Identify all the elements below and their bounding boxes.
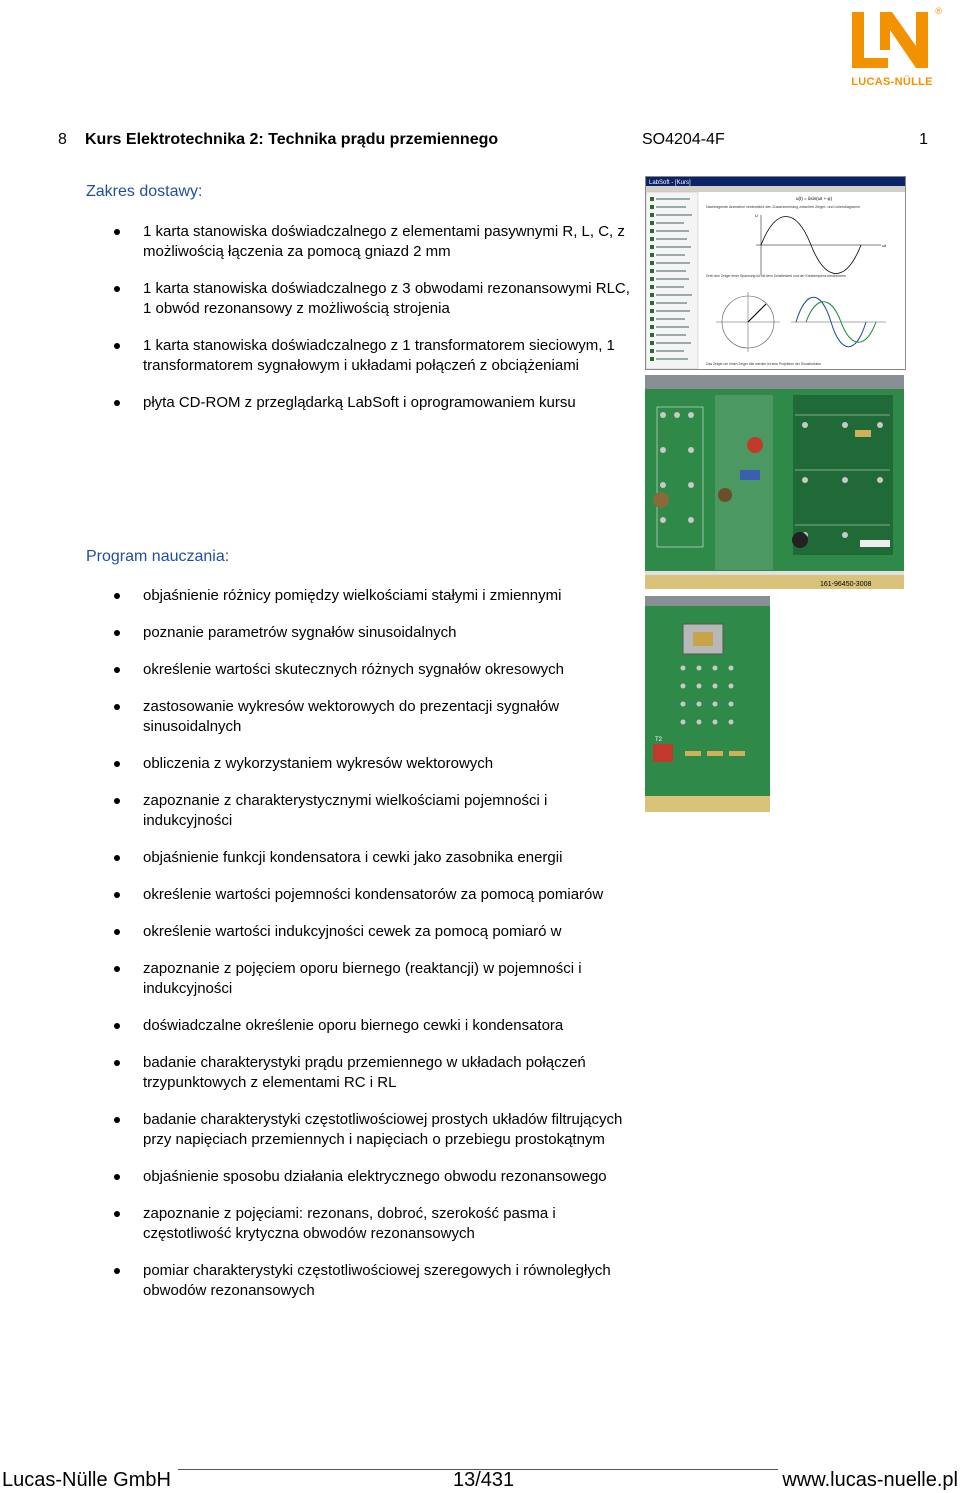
axis-x-label: ωt bbox=[882, 243, 887, 248]
product-header bbox=[58, 131, 928, 153]
scope-list bbox=[114, 222, 634, 430]
curriculum-heading: Program nauczania: bbox=[86, 548, 230, 565]
scope-heading: Zakres dostawy: bbox=[86, 183, 203, 200]
lucas-nuelle-logo bbox=[846, 6, 942, 92]
list-item: zapoznanie z charakterystycznymi wielkościami pojemności i indukcyjności bbox=[114, 791, 634, 831]
list-item: badanie charakterystyki częstotliwościowej prostych układów filtrujących przy napięciach przemiennych i napięciach o przebiegu prostokątnym bbox=[114, 1110, 634, 1150]
registered-mark: ® bbox=[935, 6, 942, 16]
list-item: zastosowanie wykresów wektorowych do prezentacji sygnałów sinusoidalnych bbox=[114, 697, 634, 737]
list-item: zapoznanie z pojęciami: rezonans, dobroć, szerokość pasma i częstotliwość krytyczna obwodów rezonansowych bbox=[114, 1204, 634, 1244]
transformer-board-photo bbox=[645, 596, 770, 812]
list-item: określenie wartości pojemności kondensatorów za pomocą pomiarów bbox=[114, 885, 634, 905]
logo-ln-mark bbox=[846, 6, 938, 76]
caption-bottom: Das Zeiger um einen Zeiger bild werden ist eine Projektion der Sinusfunktion bbox=[706, 362, 822, 366]
caption-top: Nachfolgende Animation verdeutlicht den Zusammenhang zwischen Zeiger- und Liniendiagramm bbox=[706, 205, 861, 209]
board-part-number: 161-96450-3008 bbox=[820, 581, 872, 588]
rlc-board-graphic bbox=[645, 375, 904, 589]
list-item: objaśnienie sposobu działania elektrycznego obwodu rezonansowego bbox=[114, 1167, 634, 1187]
list-item: objaśnienie różnicy pomiędzy wielkościami stałymi i zmiennymi bbox=[114, 586, 634, 606]
footer-company: Lucas-Nülle GmbH bbox=[2, 1469, 171, 1491]
axis-y-label: U bbox=[755, 213, 758, 218]
footer-page-number: 13/431 bbox=[453, 1469, 515, 1491]
list-item: badanie charakterystyki prądu przemiennego w układach połączeń trzypunktowych z elementami RC i RL bbox=[114, 1053, 634, 1093]
list-item: doświadczalne określenie oporu biernego cewki i kondensatora bbox=[114, 1016, 634, 1036]
list-item: pomiar charakterystyki częstotliwościowej szeregowych i równoległych obwodów rezonansowych bbox=[114, 1261, 634, 1301]
transformer-board-graphic bbox=[645, 596, 770, 812]
list-item: 1 karta stanowiska doświadczalnego z 3 obwodami rezonansowymi RLC, 1 obwód rezonansowy z możliwością strojenia bbox=[114, 279, 634, 319]
labsoft-screenshot bbox=[645, 176, 906, 370]
logo-wordmark: LUCAS-NÜLLE bbox=[851, 76, 933, 88]
list-item: określenie wartości indukcyjności cewek za pomocą pomiaró w bbox=[114, 922, 634, 942]
list-item: 1 karta stanowiska doświadczalnego z 1 transformatorem sieciowym, 1 transformatorem sygnałowym i układami połączeń z obciążeniami bbox=[114, 336, 634, 376]
window-title: LabSoft - [Kurs] bbox=[649, 180, 691, 186]
list-item: objaśnienie funkcji kondensatora i cewki jako zasobnika energii bbox=[114, 848, 634, 868]
plot-label: u(t) = ûsin(ωt + φ) bbox=[796, 196, 832, 201]
list-item: zapoznanie z pojęciem oporu biernego (reaktancji) w pojemności i indukcyjności bbox=[114, 959, 634, 999]
footer-website-link[interactable]: www.lucas-nuelle.pl bbox=[782, 1469, 958, 1491]
product-code: SO4204-4F bbox=[642, 131, 725, 148]
list-item: określenie wartości skutecznych różnych sygnałów okresowych bbox=[114, 660, 634, 680]
list-item: płyta CD-ROM z przeglądarką LabSoft i oprogramowaniem kursu bbox=[114, 393, 634, 413]
board-label: T2 bbox=[655, 737, 663, 743]
product-quantity: 1 bbox=[919, 131, 928, 148]
product-title: Kurs Elektrotechnika 2: Technika prądu przemiennego bbox=[85, 131, 499, 148]
list-item: 1 karta stanowiska doświadczalnego z elementami pasywnymi R, L, C, z możliwością łączenia za pomocą gniazd 2 mm bbox=[114, 222, 634, 262]
curriculum-list bbox=[114, 586, 634, 1318]
rlc-board-photo bbox=[645, 375, 904, 589]
page-footer bbox=[0, 1469, 960, 1493]
product-number: 8 bbox=[58, 131, 67, 148]
labsoft-screenshot-graphic bbox=[646, 177, 905, 369]
list-item: obliczenia z wykorzystaniem wykresów wektorowych bbox=[114, 754, 634, 774]
caption-mid: Dreh den Zeiger einer Spannung ist mit dem Scheitelwert und der Kreisfrequenz beschrieben bbox=[706, 274, 846, 278]
list-item: poznanie parametrów sygnałów sinusoidalnych bbox=[114, 623, 634, 643]
